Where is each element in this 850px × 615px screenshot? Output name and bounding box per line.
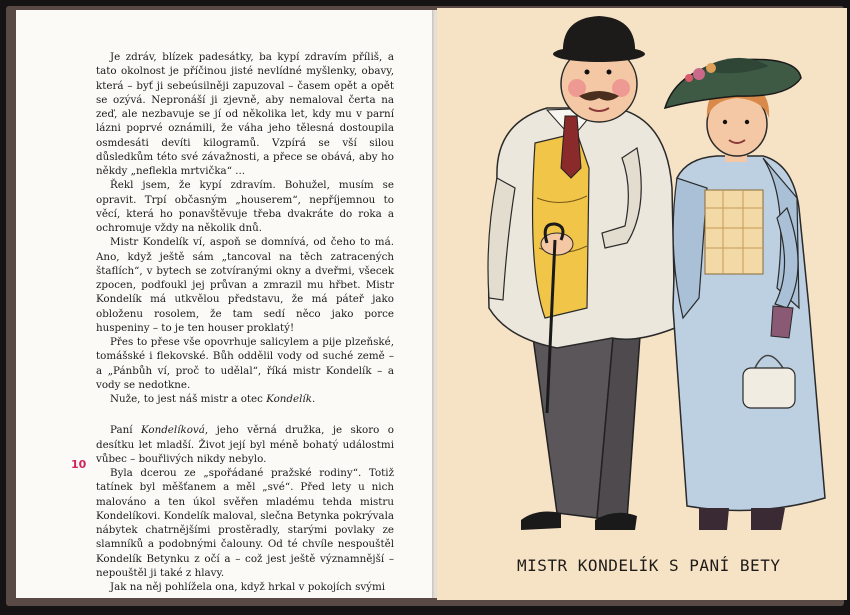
italic-name: Kondelíková [140,424,205,437]
woman-shoe [751,508,785,530]
paragraph [96,423,394,466]
woman-shoe [699,508,729,530]
paragraph-text: . [311,393,316,405]
paragraph [96,580,394,594]
man-figure [488,16,675,530]
paragraph-text: Nuže, to jest náš mistr a otec [110,393,267,405]
paragraph [96,335,394,392]
paragraph [96,392,394,406]
paragraph-text: Mistr Kondelík ví, aspoň se domnívá, od čeho to má. Ano, když ještě sám „tancoval na těch zatracených štaflích“, v bytech se zotvíranými okny a dveřmi, všecek zpocen, podfoukl jej průvan a zmrazil mu hřbet. Mistr Kondelík má utkvělou představu, že má páteř jako obloženu rosolem, že tam sedí něco jako porce huspeniny – to je ten houser proklatý! [96,236,394,334]
paragraph-text: Jak na něj pohlížela ona, když hrkal v pokojích svými [110,581,386,593]
paragraph-text: Je zdráv, blízek padesátky, ba kypí zdravím příliš, a tato okolnost je příčinou jisté nevlídné myšlenky, obavy, která – byť ji sebeúsilněji zapuzoval – časem opět a opět se ozývá. Nepronáší ji zjevně, aby nemaloval čerta na zeď, ale nezbavuje se jí od několika let, kdy mu v parní lázni poprvé oznámili, že váha jeho tělesná dostoupila osmdesáti devíti kilogramů. Vzpírá se vší silou důsledkům této své závažnosti, a přece se obává, aby ho někdy „neflekla mrtvička“ ... [96,51,394,177]
illustration-caption: MISTR KONDELÍK S PANÍ BETY [517,556,781,575]
paragraph [96,50,394,178]
man-shoe [521,512,561,530]
woman-bodice [705,190,763,274]
left-page [16,10,434,598]
man-tie [561,116,581,178]
paragraph [96,178,394,235]
woman-handbag [743,368,795,408]
page-number: 10 [71,458,87,471]
illustration [437,8,847,600]
italic-name: Kondelík [266,393,312,405]
paragraph-text: Byla dcerou ze „spořádané pražské rodiny“. Totiž tatínek byl měšťanem a měl „své“. Před lety u nich malováno a ten úkol svěřen mladému tehda mistru Kondelíkovi. Kondelík maloval, slečna Betynka pokrývala nábytek chatrnějšími prostěradly, starými povlaky ze slamníků a podobnými čalouny. Od té chvíle nespouštěl Kondelík Betynku z očí a – což jest ještě významnější – nepouštěl ji také z hlavy. [96,467,394,579]
paragraph-text: Paní [110,424,141,437]
paragraph-text: Přes to přese vše opovrhuje salicylem a pije plzeňské, tomášské i flekovské. Bůh oddělil vody od suché země – a „Pánbůh ví, proč to udělal“, říká mistr Kondelík – a vody se nedotkne. [96,336,394,391]
woman-glove [771,306,793,338]
paragraph-text: , jeho věrná družka, je skoro o desítku let mladší. Život její byl méně bohatý událostmi vůbec – bouřlivých nikdy nebylo. [96,424,394,465]
paragraph-text: Řekl jsem, že kypí zdravím. Bohužel, musím se opravit. Trpí občasným „houserem“, nepříjemnou to věcí, která ho ponavštěvuje třeba dvakráte do roka a ochromuje vždy na několik dnů. [96,179,394,234]
woman-figure [665,58,825,530]
body-text [96,50,394,594]
right-page [437,8,847,600]
paragraph [96,235,394,335]
paragraph [96,466,394,580]
